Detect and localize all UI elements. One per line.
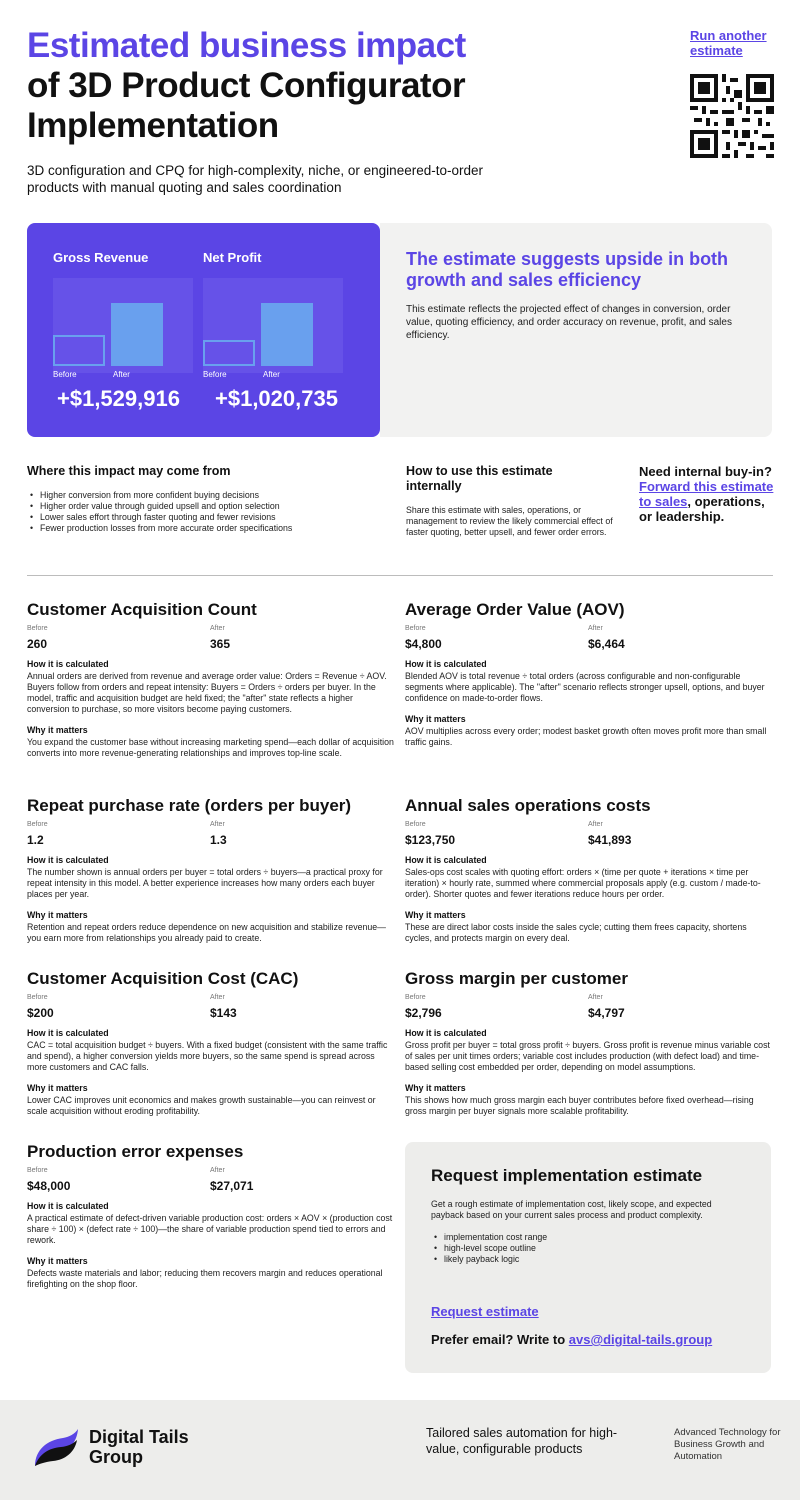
- after-label: After: [588, 625, 603, 632]
- title-accent: Estimated business impact: [27, 26, 466, 65]
- page-title: [27, 26, 587, 146]
- metric-gross-margin-per-customer: [405, 969, 775, 1117]
- after-label: After: [210, 1167, 225, 1174]
- metric-title: Customer Acquisition Cost (CAC): [27, 969, 299, 988]
- why-heading: Why it matters: [27, 725, 88, 735]
- why-heading: Why it matters: [405, 910, 466, 920]
- why-text: Retention and repeat orders reduce dependence on new acquisition and stabilize revenue—you earn more from relationships you already paid to create.: [27, 922, 386, 943]
- calc-text: A practical estimate of defect-driven variable production cost: orders × AOV × (production cost share ÷ 100) × (defect rate ÷ 100)—the share of variable production spend tied to errors and rework.: [27, 1213, 393, 1245]
- gross-revenue-before-bar: [53, 335, 105, 366]
- after-label: After: [210, 994, 225, 1001]
- net-profit-chart: [203, 278, 343, 373]
- metric-title: Customer Acquisition Count: [27, 600, 257, 619]
- list-item: • likely payback logic: [431, 1254, 547, 1265]
- metric-repeat-purchase-rate: [27, 796, 397, 944]
- footer-right-text: Advanced Technology for Business Growth and Automation: [674, 1427, 781, 1462]
- why-heading: Why it matters: [405, 714, 466, 724]
- metric-title: Production error expenses: [27, 1142, 244, 1161]
- list-item: • Higher conversion from more confident buying decisions: [27, 490, 357, 501]
- calc-heading: How it is calculated: [405, 1028, 487, 1038]
- buy-in-lead: Need internal buy-in?: [639, 464, 772, 479]
- request-estimate-card: [405, 1142, 771, 1373]
- calc-heading: How it is calculated: [405, 659, 487, 669]
- why-heading: Why it matters: [27, 1083, 88, 1093]
- gross-revenue-before-caption: Before: [53, 370, 77, 379]
- list-item: • Lower sales effort through faster quoting and fewer revisions: [27, 512, 357, 523]
- buy-in-tail: , operations, or leadership.: [639, 494, 765, 524]
- gross-revenue-after-caption: After: [113, 370, 130, 379]
- metric-customer-acquisition-count: [27, 600, 397, 759]
- net-profit-before-caption: Before: [203, 370, 227, 379]
- after-label: After: [588, 821, 603, 828]
- before-label: Before: [27, 1167, 48, 1174]
- after-value: 1.3: [210, 833, 227, 847]
- upside-card: [380, 223, 772, 437]
- before-value: $4,800: [405, 637, 442, 651]
- calc-heading: How it is calculated: [27, 1028, 109, 1038]
- metric-title: Annual sales operations costs: [405, 796, 651, 815]
- email-line: [431, 1332, 712, 1347]
- logo-text: Digital Tails Group: [89, 1427, 189, 1467]
- metric-average-order-value: [405, 600, 775, 748]
- run-another-estimate-link[interactable]: Run another estimate: [690, 28, 767, 58]
- howto-text: Share this estimate with sales, operations, or management to review the likely commercial effect of faster quoting, better upsell, and fewer order errors.: [406, 505, 613, 537]
- calc-text: Sales-ops cost scales with quoting effort: orders × (time per quote + iterations × time per iteration) × hourly rate, summed where commercial proposals apply (e.g. custom / made-to-order). Shorter quotes and fewer iterations reduce hours per order.: [405, 867, 761, 899]
- before-value: 260: [27, 637, 48, 651]
- upside-text: This estimate reflects the projected effect of changes in conversion, order value, quoting efficiency, and order accuracy on revenue, profit, and sales efficiency.: [406, 304, 732, 341]
- why-text: These are direct labor costs inside the sales cycle; cutting them frees capacity, shortens cycles, and protects margin on every deal.: [405, 922, 747, 943]
- list-item: • implementation cost range: [431, 1232, 547, 1243]
- request-list: [431, 1232, 547, 1265]
- before-value: $200: [27, 1006, 54, 1020]
- email-prefix: Prefer email? Write to: [431, 1332, 569, 1347]
- calc-heading: How it is calculated: [27, 1201, 109, 1211]
- where-impact-title: Where this impact may come from: [27, 464, 231, 478]
- metric-customer-acquisition-cost: [27, 969, 397, 1117]
- list-item: • Higher order value through guided upsell and option selection: [27, 501, 357, 512]
- list-item: • high-level scope outline: [431, 1243, 547, 1254]
- title-line-2: of 3D Product Configurator: [27, 66, 466, 105]
- section-divider: [27, 575, 773, 576]
- title-line-3: Implementation: [27, 106, 279, 145]
- request-title: Request implementation estimate: [431, 1166, 703, 1185]
- after-label: After: [210, 625, 225, 632]
- metric-title: Gross margin per customer: [405, 969, 628, 988]
- request-text: Get a rough estimate of implementation cost, likely scope, and expected payback based on your current sales process and product complexity.: [431, 1199, 712, 1220]
- why-text: Defects waste materials and labor; reducing them recovers margin and reduces operational firefighting on the shop floor.: [27, 1268, 383, 1289]
- buy-in-block: [639, 464, 779, 524]
- calc-text: Gross profit per buyer = total gross profit ÷ buyers. Gross profit is revenue minus variable cost of sales per unit times orders; variable cost includes production (with defect load) and time-based selling cost embedded per order, depending on model assumptions.: [405, 1040, 770, 1072]
- email-link[interactable]: avs@digital-tails.group: [568, 1332, 713, 1347]
- calc-heading: How it is calculated: [27, 855, 109, 865]
- upside-title: The estimate suggests upside in both growth and sales efficiency: [406, 249, 729, 290]
- why-heading: Why it matters: [27, 1256, 88, 1266]
- after-label: After: [588, 994, 603, 1001]
- calc-text: The number shown is annual orders per buyer = total orders ÷ buyers—a practical proxy for repeat intensity in this model. A better experience increases how many orders each buyer places per year.: [27, 867, 383, 899]
- after-label: After: [210, 821, 225, 828]
- net-profit-before-bar: [203, 340, 255, 366]
- request-estimate-link[interactable]: Request estimate: [431, 1304, 539, 1319]
- gross-revenue-after-bar: [111, 303, 163, 366]
- before-label: Before: [27, 821, 48, 828]
- impact-summary-card: [27, 223, 380, 437]
- howto-title: How to use this estimate internally: [406, 464, 553, 493]
- after-value: $27,071: [210, 1179, 254, 1193]
- forward-estimate-link[interactable]: Forward this estimate to sales: [639, 479, 774, 509]
- qr-code-icon: [690, 74, 774, 158]
- why-text: Lower CAC improves unit economics and makes growth sustainable—you can reinvest or scale acquisition without eroding profitability.: [27, 1095, 376, 1116]
- why-text: You expand the customer base without increasing marketing spend—each dollar of acquisition converts into more revenue-generating relationships and improves top-line scale.: [27, 737, 394, 758]
- gross-revenue-value: +$1,529,916: [57, 386, 180, 411]
- gross-revenue-label: Gross Revenue: [53, 250, 149, 265]
- why-heading: Why it matters: [405, 1083, 466, 1093]
- footer-tagline: Tailored sales automation for high-value, configurable products: [426, 1426, 618, 1456]
- before-value: 1.2: [27, 833, 44, 847]
- why-text: AOV multiplies across every order; modest basket growth often moves profit more than small traffic gains.: [405, 726, 767, 747]
- where-impact-list: [27, 490, 357, 534]
- net-profit-after-bar: [261, 303, 313, 366]
- after-value: $6,464: [588, 637, 625, 651]
- why-heading: Why it matters: [27, 910, 88, 920]
- before-label: Before: [27, 994, 48, 1001]
- digital-tails-logo-icon: [33, 1428, 79, 1468]
- before-label: Before: [405, 821, 426, 828]
- calc-heading: How it is calculated: [27, 659, 109, 669]
- after-value: 365: [210, 637, 231, 651]
- why-text: This shows how much gross margin each buyer contributes before fixed overhead—rising gross margin per buyer signals more scalable profitability.: [405, 1095, 754, 1116]
- before-label: Before: [27, 625, 48, 632]
- gross-revenue-chart: [53, 278, 193, 373]
- net-profit-after-caption: After: [263, 370, 280, 379]
- before-value: $123,750: [405, 833, 456, 847]
- calc-text: Blended AOV is total revenue ÷ total orders (across configurable and non-configurable segments where applicable). The "after" scenario reflects stronger upsell, options, and buyer confidence on made-to-order flows.: [405, 671, 765, 703]
- metric-sales-operations-costs: [405, 796, 775, 944]
- net-profit-value: +$1,020,735: [215, 386, 338, 411]
- after-value: $143: [210, 1006, 237, 1020]
- after-value: $4,797: [588, 1006, 625, 1020]
- before-value: $2,796: [405, 1006, 442, 1020]
- before-label: Before: [405, 625, 426, 632]
- metric-title: Repeat purchase rate (orders per buyer): [27, 796, 352, 815]
- calc-text: CAC = total acquisition budget ÷ buyers. With a fixed budget (consistent with the same traffic and spend), a higher conversion yields more buyers, so the same spend is spread across more customers and CAC falls.: [27, 1040, 388, 1072]
- after-value: $41,893: [588, 833, 632, 847]
- metric-production-error-expenses: [27, 1142, 397, 1290]
- footer: [0, 1400, 800, 1500]
- net-profit-label: Net Profit: [203, 250, 262, 265]
- page-subtitle: 3D configuration and CPQ for high-complexity, niche, or engineered-to-order products with manual quoting and sales coordination: [27, 163, 483, 195]
- list-item: • Fewer production losses from more accurate order specifications: [27, 523, 357, 534]
- before-value: $48,000: [27, 1179, 71, 1193]
- metric-title: Average Order Value (AOV): [405, 600, 625, 619]
- calc-heading: How it is calculated: [405, 855, 487, 865]
- before-label: Before: [405, 994, 426, 1001]
- calc-text: Annual orders are derived from revenue and average order value: Orders = Revenue ÷ AOV. Buyers follow from orders and repeat intensity: Buyers = Orders ÷ orders per buyer. In the model, traffic and acquisition budget are held fixed; the "after" state reflects a higher conversion to purchase, so more visitors become paying customers.: [27, 671, 387, 714]
